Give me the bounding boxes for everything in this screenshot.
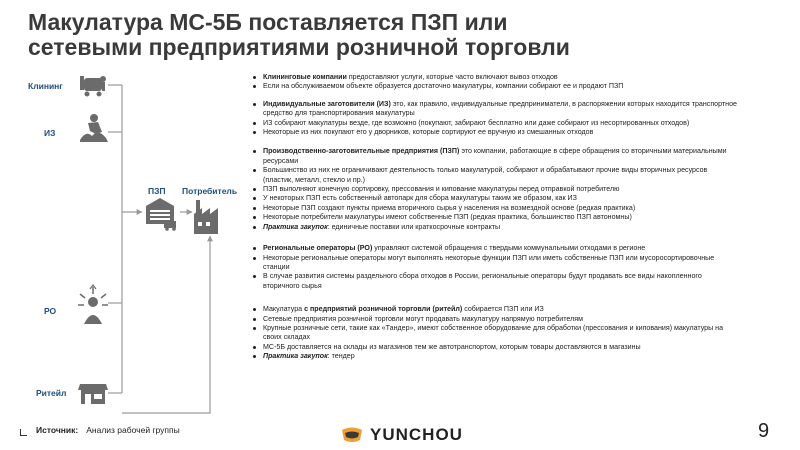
bullet-item: ПЗП выполняют конечную сортировку, прессования и кипование макулатуры перед отправкой потребителю bbox=[252, 185, 738, 194]
bullet-item: Практика закупок: единичные поставки или краткосрочные контракты bbox=[252, 223, 738, 232]
bullet-item: Региональные операторы (РО) управляют системой обращения с твердыми коммунальными отходами в регионе bbox=[252, 244, 738, 253]
bullet-item: Индивидуальные заготовители (ИЗ) это, как правило, индивидуальные предприниматели, в распоряжении которых находится транспортное средство для транспортирования макулатуры bbox=[252, 100, 738, 119]
section-cleaning bbox=[252, 73, 738, 92]
pzp-label: ПЗП bbox=[148, 186, 166, 196]
supply-diagram bbox=[0, 0, 250, 420]
section-ro bbox=[252, 244, 738, 291]
actor-label-ro: РО bbox=[44, 306, 57, 316]
connector-lines bbox=[108, 85, 210, 413]
bullet-item: Практика закупок: тендер bbox=[252, 352, 738, 361]
section-retail bbox=[252, 305, 738, 361]
logo-icon bbox=[340, 427, 364, 443]
iz-icon bbox=[80, 114, 108, 142]
bullet-item: Макулатура с предприятий розничной торговли (ритейл) собирается ПЗП или ИЗ bbox=[252, 305, 738, 314]
consumer-icon bbox=[194, 200, 218, 234]
bullet-item: Сетевые предприятия розничной торговли могут продавать макулатуру напрямую потребителям bbox=[252, 315, 738, 324]
pzp-icon bbox=[146, 198, 176, 231]
retail-icon bbox=[78, 384, 108, 404]
bullet-item: Некоторые потребители макулатуры имеют собственные ПЗП (редкая практика, большинство ПЗП автономны) bbox=[252, 213, 738, 222]
ro-icon bbox=[78, 285, 108, 324]
actor-label-iz: ИЗ bbox=[44, 128, 56, 138]
bullet-item: Производственно-заготовительные предприятия (ПЗП) это компании, работающие в сфере обращения со вторичными материальными ресурсами bbox=[252, 147, 738, 166]
bullet-item: Некоторые ПЗП создают пункты приема вторичного сырья у населения на возмездной основе (редкая практика) bbox=[252, 204, 738, 213]
bullet-item: Клининговые компании предоставляют услуги, которые часто включают вывоз отходов bbox=[252, 73, 738, 82]
logo-text: YUNCHOU bbox=[370, 425, 463, 444]
bullet-item: Некоторые из них покупают его у дворников, которые сортируют ее вручную из смешанных отходов bbox=[252, 128, 738, 137]
arrow-retail-to-consumer bbox=[122, 236, 210, 413]
page-title: Макулатура МС-5Б поставляется ПЗП или сетевыми предприятиями розничной торговли bbox=[28, 9, 570, 60]
bullet-list bbox=[252, 73, 738, 370]
bullet-item: ИЗ собирают макулатуры везде, где возможно (покупают, забирают бесплатно или даже собирают из несортированных отходов) bbox=[252, 119, 738, 128]
bullet-item: Если на обслуживаемом объекте образуется достаточно макулатуры, компании собирают ее и продают ПЗП bbox=[252, 82, 738, 91]
section-iz bbox=[252, 100, 738, 138]
bullet-item: В случае развития системы раздельного сбора отходов в России, региональные операторы будут продавать все виды накопленного вторичного сырья bbox=[252, 272, 738, 291]
page-number: 9 bbox=[758, 420, 770, 442]
section-pzp bbox=[252, 147, 738, 232]
bullet-item: Крупные розничные сети, такие как «Тандер», имеют собственное оборудование для обработки (прессования и кипования) макулатуры на своих складах bbox=[252, 324, 738, 343]
bullet-item: Большинство из них не ограничивают деятельность только макулатурой, собирают и обрабатывают прочие виды вторичных ресурсов (пластик, металл, стекло и пр.) bbox=[252, 166, 738, 185]
bullet-item: У некоторых ПЗП есть собственный автопарк для сбора макулатуры таким же образом, как ИЗ bbox=[252, 194, 738, 203]
consumer-label: Потребитель bbox=[182, 186, 238, 196]
cleaning-icon bbox=[80, 76, 106, 97]
bullet-item: МС-5Б доставляется на склады из магазинов тем же автотранспортом, которым товары доставляются в магазины bbox=[252, 343, 738, 352]
actor-label-retail: Ритейл bbox=[36, 388, 67, 398]
source-text: Анализ рабочей группы bbox=[86, 425, 180, 435]
source-note bbox=[36, 425, 180, 435]
actor-label-cleaning: Клининг bbox=[28, 81, 63, 91]
bullet-item: Некоторые региональные операторы могут выполнять некоторые функции ПЗП или иметь собственные ПЗП или мусоросортировочные станции bbox=[252, 254, 738, 273]
source-label: Источник: bbox=[36, 425, 79, 435]
corner-mark bbox=[20, 429, 27, 436]
company-logo bbox=[340, 425, 463, 445]
